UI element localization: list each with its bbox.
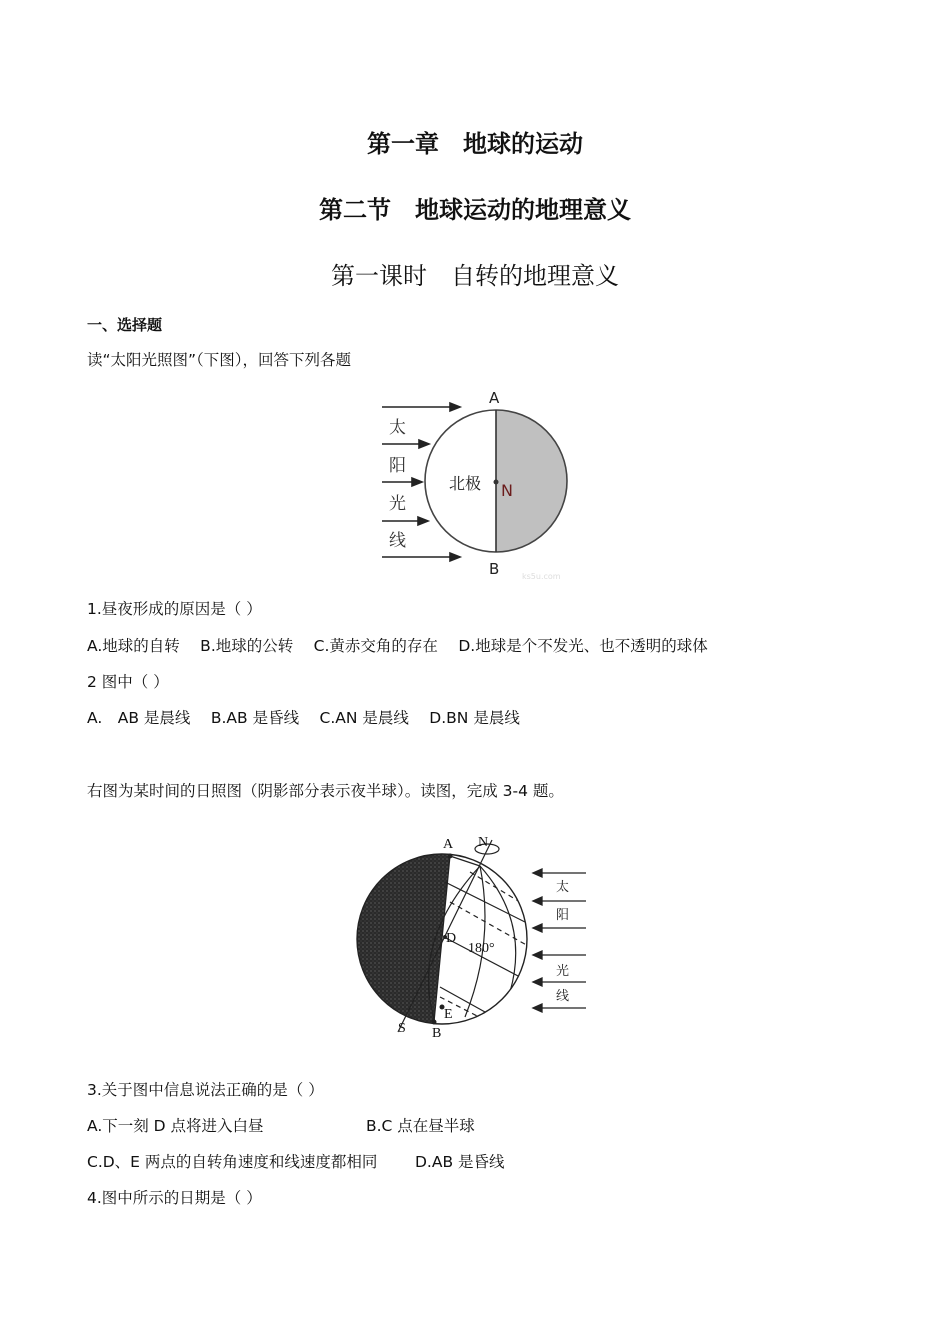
sunlight-char-2: 阳 xyxy=(556,908,570,923)
label-a: A xyxy=(443,837,454,852)
lesson-title: 第一课时 自转的地理意义 xyxy=(331,262,619,290)
sunlight-char-3: 光 xyxy=(556,964,570,979)
question-3-option-b: B.C 点在昼半球 xyxy=(366,1117,475,1135)
question-3-option-c: C.D、E 两点的自转角速度和线速度都相同 xyxy=(87,1153,378,1171)
sunlight-diagram-1 xyxy=(372,385,582,585)
sunlight-char-3: 光 xyxy=(389,494,406,514)
question-2-options: A. AB 是晨线 B.AB 是昏线 C.AN 是晨线 D.BN 是晨线 xyxy=(87,709,520,727)
label-b: B xyxy=(432,1026,442,1041)
sunlight-char-4: 线 xyxy=(389,531,406,551)
question-4-stem: 4.图中所示的日期是（ ） xyxy=(87,1189,262,1207)
question-2-stem: 2 图中（ ） xyxy=(87,673,169,691)
sunlight-diagram-2 xyxy=(350,822,600,1047)
label-d: D xyxy=(446,931,457,946)
intro-text-2: 右图为某时间的日照图（阴影部分表示夜半球）。读图，完成 3-4 题。 xyxy=(87,782,564,800)
question-3-option-d: D.AB 是昏线 xyxy=(415,1153,505,1171)
north-pole-dot xyxy=(494,480,499,485)
sunlight-char-1: 太 xyxy=(556,880,570,895)
sunlight-char-4: 线 xyxy=(556,989,570,1004)
question-1-stem: 1.昼夜形成的原因是（ ） xyxy=(87,600,262,618)
watermark: ks5u.com xyxy=(522,572,561,581)
label-n: N xyxy=(478,835,489,850)
question-3-stem: 3.关于图中信息说法正确的是（ ） xyxy=(87,1081,324,1099)
label-b: B xyxy=(489,560,500,578)
pole-n-label: N xyxy=(501,481,513,500)
sunlight-char-2: 阳 xyxy=(389,456,406,476)
chapter-title: 第一章 地球的运动 xyxy=(367,130,583,158)
label-a: A xyxy=(489,389,500,407)
meridian-180-label: 180° xyxy=(468,941,495,956)
question-3-option-a: A.下一刻 D 点将进入白昼 xyxy=(87,1117,264,1135)
part-heading: 一、选择题 xyxy=(87,316,163,334)
label-e: E xyxy=(444,1007,453,1022)
north-pole-label: 北极 xyxy=(449,474,482,493)
intro-text-1: 读“太阳光照图”（下图），回答下列各题 xyxy=(87,351,352,369)
sunlight-char-1: 太 xyxy=(389,418,406,438)
label-s: S xyxy=(398,1021,406,1036)
section-title: 第二节 地球运动的地理意义 xyxy=(319,196,631,224)
question-1-options: A.地球的自转 B.地球的公转 C.黄赤交角的存在 D.地球是个不发光、也不透明的球体 xyxy=(87,637,708,655)
